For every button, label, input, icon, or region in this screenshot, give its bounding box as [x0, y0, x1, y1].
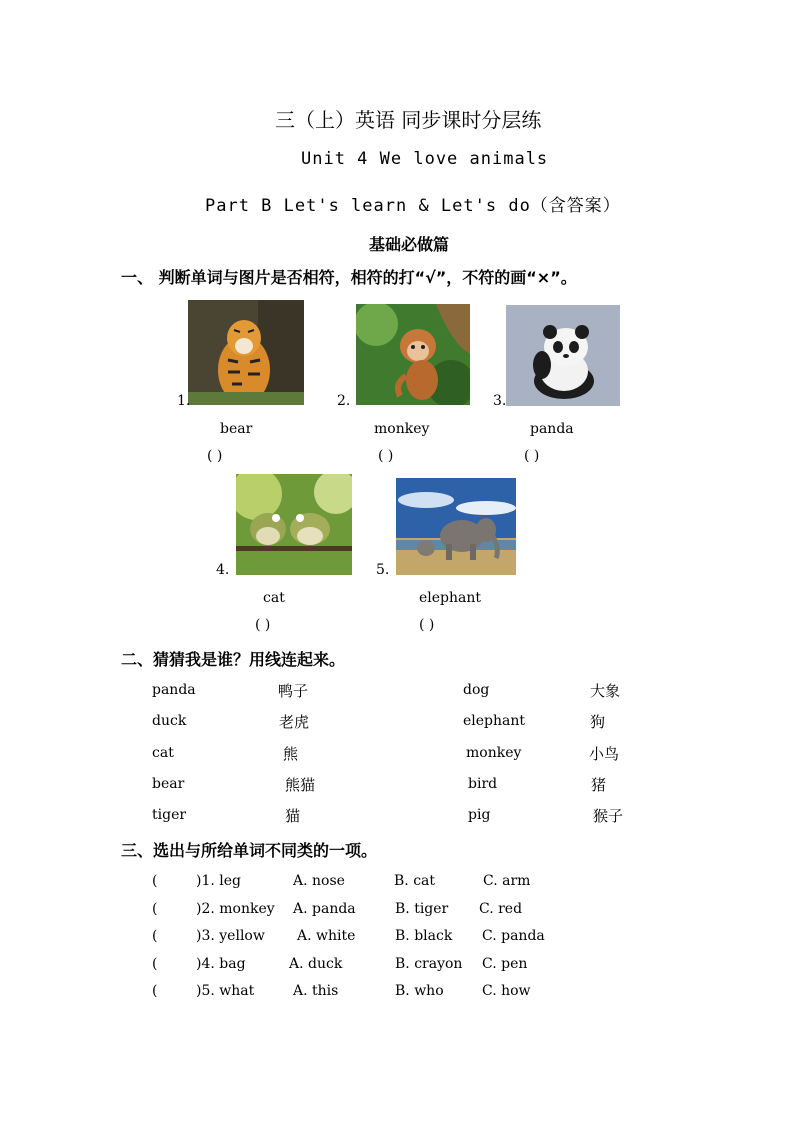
unit-title: Unit 4 We love animals — [301, 149, 549, 169]
match-word-en[interactable]: bear — [152, 776, 185, 792]
monkey-picture — [356, 304, 470, 405]
panda-picture — [506, 305, 620, 406]
answer-blank[interactable]: ( ) — [207, 448, 223, 464]
option-c[interactable]: C. how — [482, 983, 531, 999]
option-c[interactable]: C. arm — [483, 873, 531, 889]
answer-paren[interactable]: ( — [152, 928, 158, 944]
option-b[interactable]: B. crayon — [395, 956, 463, 972]
option-a[interactable]: A. white — [297, 928, 356, 944]
section3-heading: 三、选出与所给单词不同类的一项。 — [121, 841, 378, 860]
option-a[interactable]: A. nose — [293, 873, 345, 889]
match-word-en[interactable]: bird — [468, 776, 498, 792]
question-text: )2. monkey — [196, 901, 275, 917]
match-word-cn[interactable]: 小鸟 — [589, 745, 620, 763]
option-b[interactable]: B. black — [395, 928, 453, 944]
match-word-en[interactable]: panda — [152, 682, 196, 698]
elephants-picture — [396, 478, 516, 575]
option-b[interactable]: B. tiger — [395, 901, 449, 917]
item-number: 4. — [216, 562, 230, 578]
question-text: )1. leg — [196, 873, 241, 889]
item-word: monkey — [374, 421, 430, 437]
option-a[interactable]: A. this — [293, 983, 339, 999]
answer-blank[interactable]: ( ) — [378, 448, 394, 464]
match-word-en[interactable]: tiger — [152, 807, 187, 823]
question-text: )5. what — [196, 983, 255, 999]
item-number: 5. — [376, 562, 390, 578]
answer-paren[interactable]: ( — [152, 873, 158, 889]
option-a[interactable]: A. panda — [293, 901, 356, 917]
answer-blank[interactable]: ( ) — [255, 617, 271, 633]
part-title: Part B Let's learn & Let's do（含答案） — [205, 196, 621, 216]
match-word-en[interactable]: duck — [152, 713, 187, 729]
item-word: panda — [530, 421, 574, 437]
birds-picture — [236, 474, 352, 575]
match-word-en[interactable]: cat — [152, 745, 174, 761]
match-word-en[interactable]: dog — [463, 682, 490, 698]
match-word-cn[interactable]: 老虎 — [279, 713, 310, 731]
match-word-en[interactable]: monkey — [466, 745, 522, 761]
match-word-cn[interactable]: 猴子 — [593, 807, 624, 825]
subtitle: 基础必做篇 — [369, 235, 450, 254]
item-word: elephant — [419, 590, 482, 606]
match-word-cn[interactable]: 熊 — [283, 745, 299, 763]
option-c[interactable]: C. red — [479, 901, 523, 917]
answer-paren[interactable]: ( — [152, 983, 158, 999]
section2-heading: 二、猜猜我是谁？用线连起来。 — [121, 650, 346, 669]
match-word-en[interactable]: pig — [468, 807, 491, 823]
match-word-cn[interactable]: 大象 — [590, 682, 621, 700]
option-c[interactable]: C. pen — [482, 956, 528, 972]
item-number: 3. — [493, 393, 507, 409]
item-number: 1. — [177, 393, 191, 409]
match-word-cn[interactable]: 狗 — [590, 713, 606, 731]
match-word-cn[interactable]: 鸭子 — [278, 682, 309, 700]
match-word-cn[interactable]: 猫 — [285, 807, 301, 825]
section1-heading: 一、 判断单词与图片是否相符，相符的打“√”，不符的画“×”。 — [121, 268, 577, 287]
option-c[interactable]: C. panda — [482, 928, 545, 944]
option-b[interactable]: B. cat — [394, 873, 436, 889]
item-number: 2. — [337, 393, 351, 409]
answer-paren[interactable]: ( — [152, 956, 158, 972]
question-text: )3. yellow — [196, 928, 265, 944]
page-title: 三（上）英语 同步课时分层练 — [275, 108, 542, 132]
option-b[interactable]: B. who — [395, 983, 444, 999]
question-text: )4. bag — [196, 956, 246, 972]
match-word-en[interactable]: elephant — [463, 713, 526, 729]
item-word: cat — [263, 590, 285, 606]
answer-blank[interactable]: ( ) — [419, 617, 435, 633]
tiger-picture — [188, 300, 304, 405]
option-a[interactable]: A. duck — [289, 956, 343, 972]
match-word-cn[interactable]: 猪 — [591, 776, 607, 794]
match-word-cn[interactable]: 熊猫 — [285, 776, 316, 794]
answer-blank[interactable]: ( ) — [524, 448, 540, 464]
answer-paren[interactable]: ( — [152, 901, 158, 917]
item-word: bear — [220, 421, 253, 437]
